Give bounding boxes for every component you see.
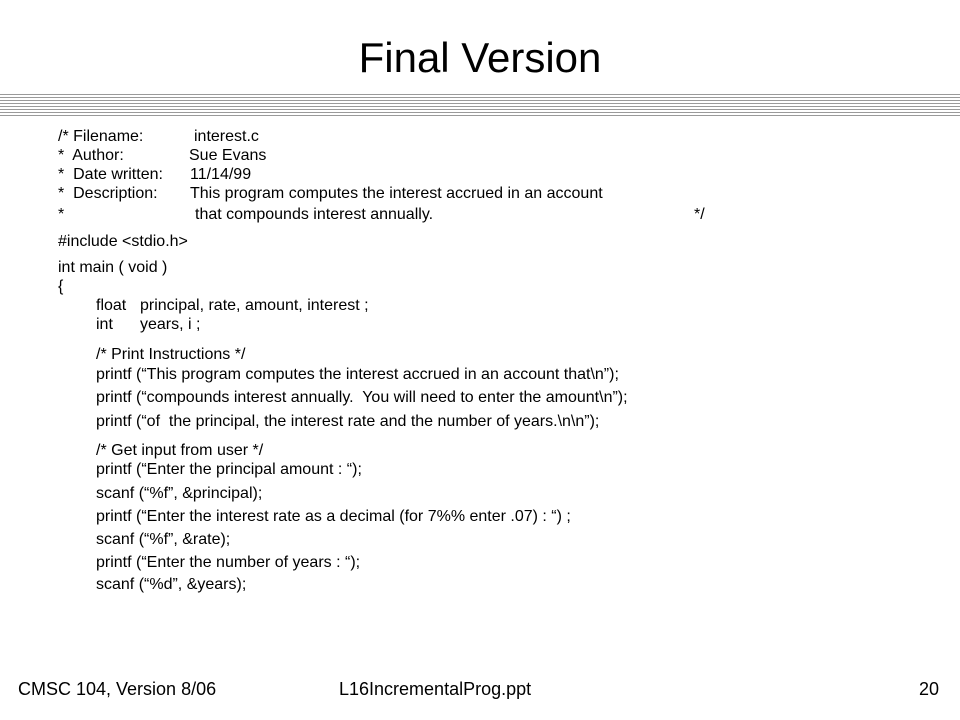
scanf-line-3: scanf (“%d”, &years); xyxy=(96,576,247,593)
date-label: * Date written: xyxy=(58,166,163,183)
filename-label: /* Filename: xyxy=(58,128,144,145)
continuation-star: * xyxy=(58,206,65,223)
filename-value: interest.c xyxy=(194,128,259,145)
printf-line-4: printf (“Enter the principal amount : “); xyxy=(96,461,362,478)
title-divider xyxy=(0,94,960,116)
footer-filename: L16IncrementalProg.ppt xyxy=(339,679,532,699)
description-line-1: This program computes the interest accrued in an account xyxy=(190,185,603,202)
scanf-line-1: scanf (“%f”, &principal); xyxy=(96,485,263,502)
scanf-line-2: scanf (“%f”, &rate); xyxy=(96,531,231,548)
int-keyword: int xyxy=(96,316,113,333)
author-label: * Author: xyxy=(58,147,124,164)
open-brace: { xyxy=(58,278,64,295)
printf-line-2: printf (“compounds interest annually. You will need to enter the amount\n”); xyxy=(96,389,628,406)
comment-print-instructions: /* Print Instructions */ xyxy=(96,346,246,363)
author-value: Sue Evans xyxy=(189,147,267,164)
printf-line-5: printf (“Enter the interest rate as a decimal (for 7%% enter .07) : “) ; xyxy=(96,508,571,525)
int-declaration: years, i ; xyxy=(140,316,201,333)
description-label: * Description: xyxy=(58,185,158,202)
comment-get-input: /* Get input from user */ xyxy=(96,442,264,459)
footer-page-number: 20 xyxy=(919,679,940,699)
comment-close: */ xyxy=(694,206,705,223)
float-declaration: principal, rate, amount, interest ; xyxy=(140,297,369,314)
float-keyword: float xyxy=(96,297,127,314)
date-value: 11/14/99 xyxy=(190,166,252,183)
footer-course: CMSC 104, Version 8/06 xyxy=(18,679,217,699)
description-line-2: that compounds interest annually. xyxy=(195,206,434,223)
include-directive: #include <stdio.h> xyxy=(58,233,188,250)
printf-line-6: printf (“Enter the number of years : “); xyxy=(96,554,361,571)
printf-line-1: printf (“This program computes the interest accrued in an account that\n”); xyxy=(96,366,619,383)
printf-line-3: printf (“of the principal, the interest rate and the number of years.\n\n”); xyxy=(96,413,600,430)
slide-title: Final Version xyxy=(358,34,602,81)
main-signature: int main ( void ) xyxy=(58,259,168,276)
